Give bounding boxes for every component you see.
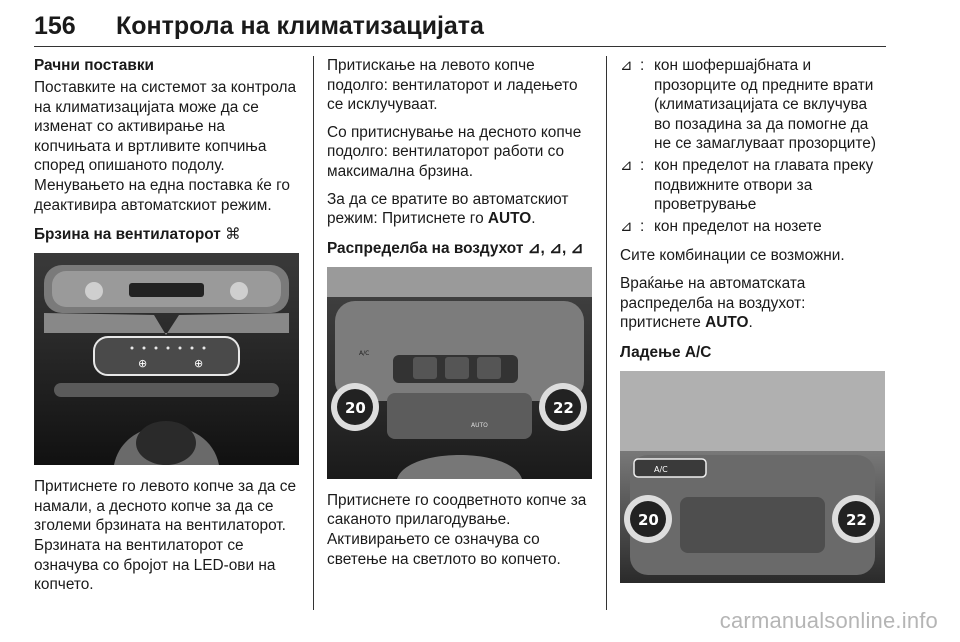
column-1 (34, 56, 299, 608)
fan-speed-heading-text: Брзина на вентилаторот (34, 226, 221, 244)
windscreen-icon: ⊿ (620, 57, 633, 74)
ac-cooling-photo (620, 371, 885, 583)
return-auto-end: . (531, 210, 536, 228)
air-distribution-heading-text: Распределба на воздухот (327, 239, 524, 257)
temp-right-label: 22 (553, 398, 574, 417)
head-vent-icon: ⊿ (620, 156, 633, 174)
air-instruction-paragraph: Притиснете го соодветното копче за саканото прилагодување. Активирањето се означува со светење на светлото во копчето. (327, 491, 587, 568)
temp-left-label: 20 (345, 398, 366, 417)
column-3 (620, 56, 886, 608)
watermark: carmanualsonline.info (719, 608, 938, 633)
def-head-text: кон пределот на главата преку подвижните отвори за проветрување (654, 156, 874, 214)
air-distribution-heading (327, 239, 595, 259)
long-press-left-paragraph: Притискање на левото копче подолго: вентилаторот и ладењето се исклучуваат. (327, 57, 578, 114)
def-windscreen: ⊿ : кон шофершајбната и прозорците од предните врати (климатизацијата се вклучува во позадина за да помогне да не се замаглуваат прозорците) (620, 56, 886, 154)
fan-minus-label: ⊕ (138, 357, 148, 371)
air-distribution-icons: ⊿, ⊿, ⊿ (527, 239, 584, 257)
column-divider-2 (606, 56, 607, 610)
fan-icon: ⌘ (225, 226, 241, 244)
fan-speed-photo (34, 253, 299, 465)
def-head: ⊿ : кон пределот на главата преку подвижните отвори за проветрување (620, 156, 886, 215)
return-distribution-text: Враќање на автоматската распределба на воздухот: притиснете (620, 274, 806, 332)
intro-paragraph: Поставките на системот за контрола на климатизацијата може да се изменат со активирање на копчињата и вртливите копчиња според опишаното подолу. Менувањето на една поставка ќе го деактивира автоматскиот режим. (34, 79, 297, 214)
ac-button-label-photo3: A/C (654, 464, 668, 474)
fan-plus-label: ⊕ (194, 357, 204, 371)
ac-button-label-photo2: A/C (359, 349, 370, 357)
return-distribution-end: . (748, 314, 753, 332)
auto-keyword-2: AUTO (705, 314, 749, 332)
chapter-title: Контрола на климатизацијата (116, 12, 484, 40)
column-2 (327, 56, 595, 608)
long-press-right-paragraph: Со притиснување на десното копче подолго: вентилаторот работи со максимална брзина. (327, 123, 582, 180)
temp-right-label-photo3: 22 (846, 510, 867, 529)
column-divider-1 (313, 56, 314, 610)
temp-left-label-photo3: 20 (638, 510, 659, 529)
return-distribution-paragraph (620, 274, 886, 333)
def-windscreen-text: кон шофершајбната и прозорците од предните врати (климатизацијата се вклучува во позадина за да помогне да не се замаглуваат прозорците) (654, 57, 876, 153)
return-auto-text: За да се вратите во автоматскиот режим: Притиснете го (327, 190, 569, 228)
page-header (34, 6, 886, 47)
def-feet-text: кон пределот на нозете (654, 217, 822, 235)
page-number: 156 (34, 12, 76, 40)
foot-vent-icon: ⊿ (620, 217, 633, 235)
auto-button-label-photo2: AUTO (471, 421, 488, 429)
section-heading-manual: Рачни поставки (34, 57, 154, 74)
fan-instruction-paragraph: Притиснете го левото копче за да се намали, а десното копче за да се зголеми брзината на вентилаторот. Брзината на вентилаторот се означува со бројот на LED-ови на копчето. (34, 478, 297, 594)
all-combinations-paragraph: Сите комбинации се возможни. (620, 247, 845, 265)
auto-keyword: AUTO (487, 210, 532, 228)
fan-speed-heading (34, 225, 299, 245)
air-distribution-photo (327, 267, 592, 479)
def-feet: ⊿ : кон пределот на нозете (620, 217, 886, 237)
return-auto-paragraph (327, 190, 595, 229)
ac-cooling-heading: Ладење A/C (620, 343, 712, 361)
